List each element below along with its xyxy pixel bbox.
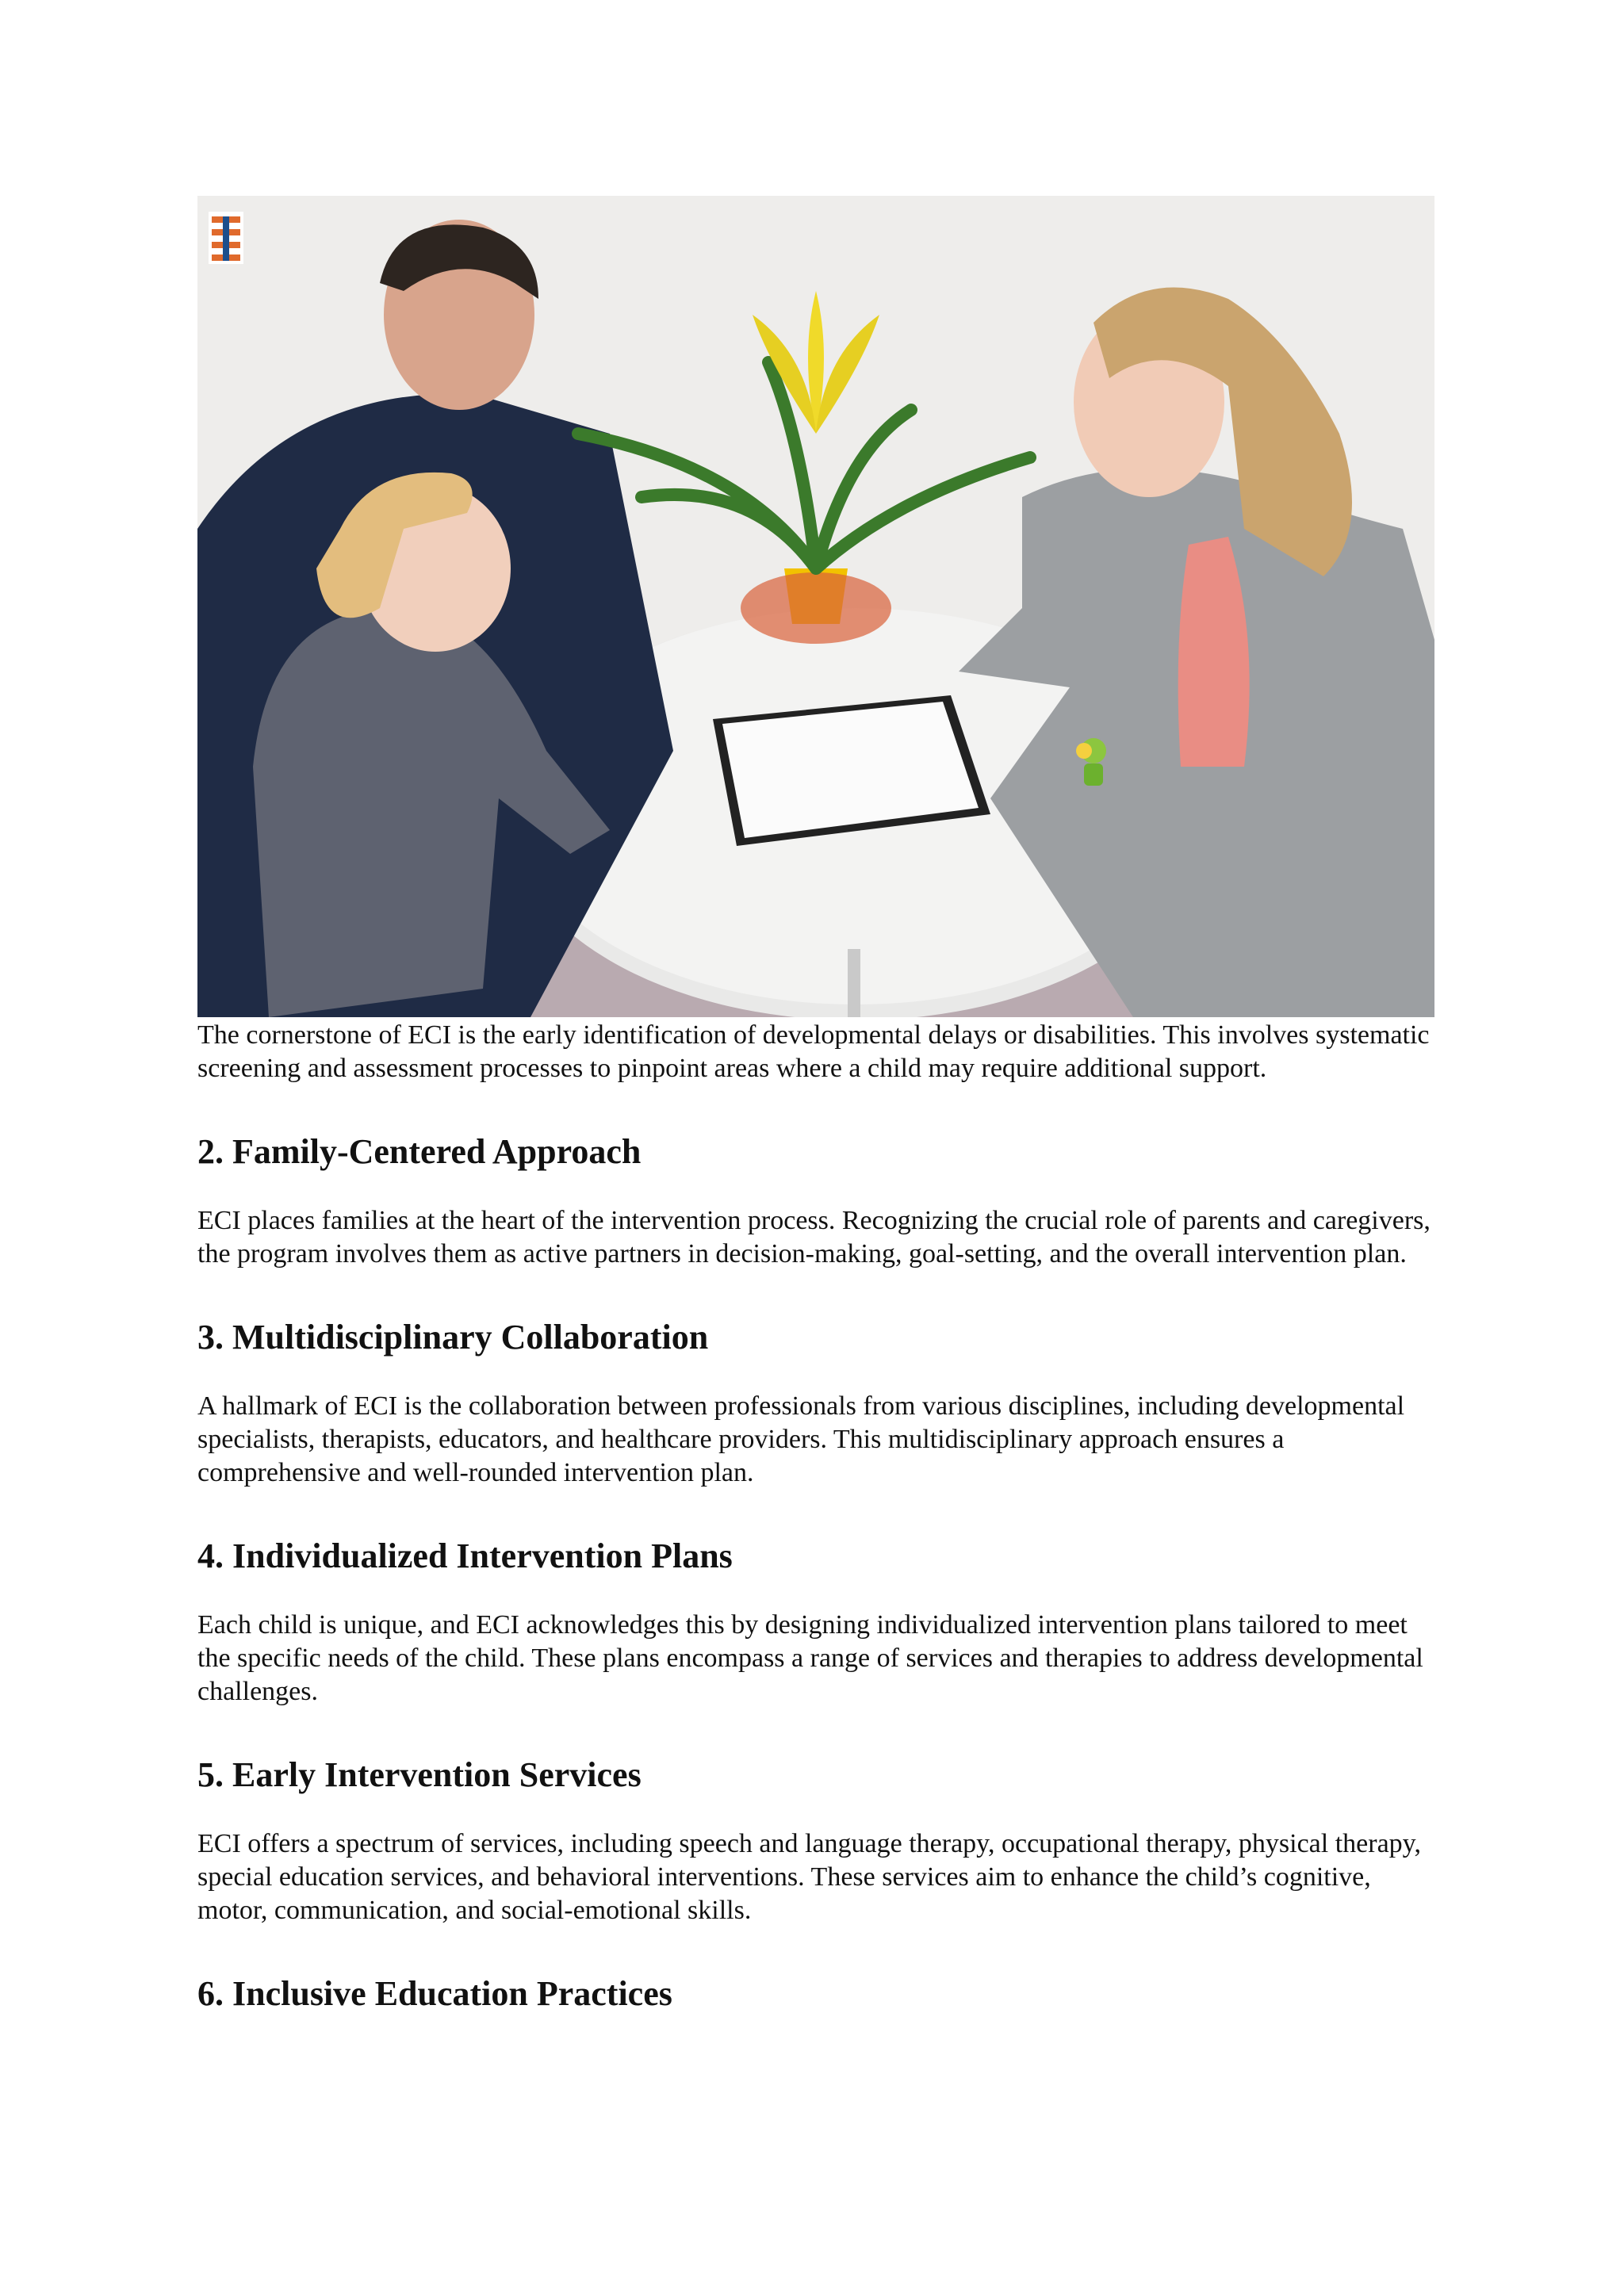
section-heading: 6. Inclusive Education Practices (197, 1974, 672, 2013)
section-individualized-plans (197, 1534, 1434, 1709)
organization-logo-icon (209, 212, 243, 264)
section-body: A hallmark of ECI is the collaboration between professionals from various disciplines, including developmental specialists, therapists, educators, and healthcare providers. This multidisciplinary approach ensures a comprehensive and well-rounded intervention plan. (197, 1391, 1405, 1487)
hero-photo (197, 196, 1434, 1017)
section-heading: 4. Individualized Intervention Plans (197, 1536, 733, 1575)
photo-family-consultation (197, 196, 1434, 1017)
section-heading: 5. Early Intervention Services (197, 1755, 642, 1794)
section-inclusive-education (197, 1972, 1434, 2016)
section-family-centered (197, 1130, 1434, 1271)
section-heading: 2. Family-Centered Approach (197, 1132, 642, 1171)
section-heading: 3. Multidisciplinary Collaboration (197, 1318, 709, 1357)
intro-paragraph: The cornerstone of ECI is the early identification of developmental delays or disabilities. This involves systematic screening and assessment processes to pinpoint areas where a child may require additional support. (197, 1020, 1430, 1083)
section-early-intervention-services (197, 1753, 1434, 1927)
article-content (197, 196, 1434, 2046)
section-body: ECI places families at the heart of the intervention process. Recognizing the crucial role of parents and caregivers, the program involves them as active partners in decision-making, goal-setting, and the overall intervention plan. (197, 1206, 1431, 1269)
section-multidisciplinary (197, 1315, 1434, 1490)
section-body: ECI offers a spectrum of services, including speech and language therapy, occupational therapy, physical therapy, special education services, and behavioral interventions. These services aim to enhance the child’s cognitive, motor, communication, and social-emotional skills. (197, 1829, 1421, 1925)
section-body: Each child is unique, and ECI acknowledges this by designing individualized intervention plans tailored to meet the specific needs of the child. These plans encompass a range of services and therapies to address developmental challenges. (197, 1610, 1423, 1706)
